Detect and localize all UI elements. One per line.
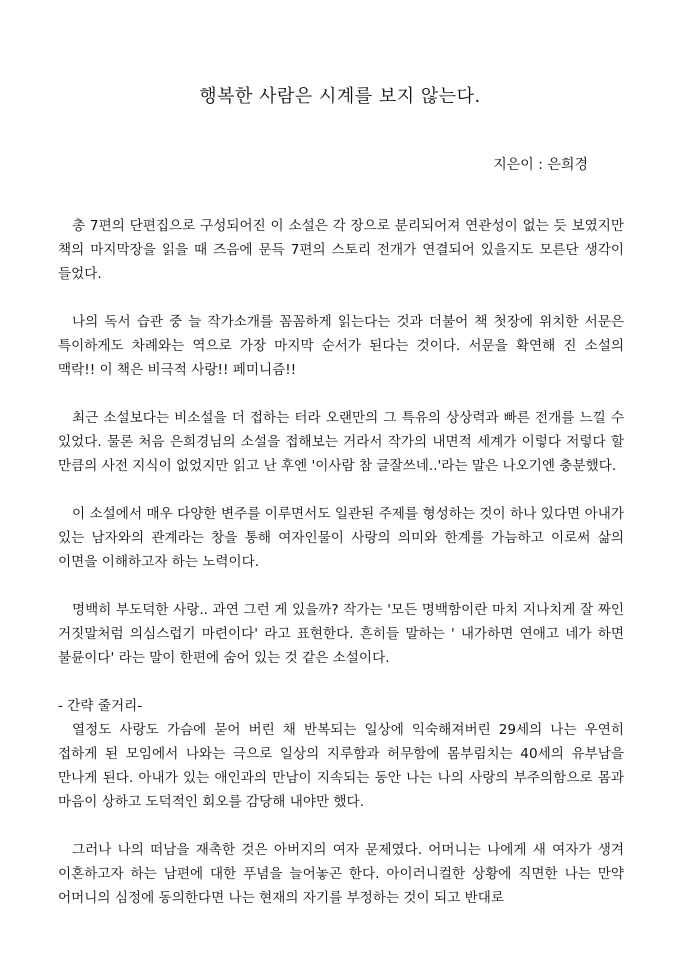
synopsis-heading: - 간략 줄거리- — [58, 698, 143, 714]
document-body — [58, 214, 624, 934]
paragraph: 최근 소설보다는 비소설을 더 접하는 터라 오랜만의 그 특유의 상상력과 빠른 전개를 느낄 수 있었다. 물론 처음 은희경님의 소설을 접해보는 거라서 작가의 내면적 세계가 이렇다 저렇다 할 만큼의 사전 지식이 없었지만 읽고 난 후엔 '이사람 참 글잘쓰네..'라는 말은 나오기엔 충분했다. — [58, 410, 624, 474]
paragraph: 이 소설에서 매우 다양한 변주를 이루면서도 일관된 주제를 형성하는 것이 하나 있다면 아내가 있는 남자와의 관계라는 창을 통해 여자인물이 사랑의 의미와 한계를 가늠하고 이로써 삶의 이면을 이해하고자 하는 노력이다. — [58, 506, 624, 570]
author-line: 지은이 : 은희경 — [493, 157, 588, 173]
synopsis-paragraph: 열정도 사랑도 가슴에 묻어 버린 채 반복되는 일상에 익숙해져버린 29세의 나는 우연히 접하게 된 모임에서 나와는 극으로 일상의 지루함과 허무함에 몸부림치는 40세의 유부남을 만나게 된다. 아내가 있는 애인과의 만남이 지속되는 동안 나는 나의 사랑의 부주의함으로 몸과 마음이 상하고 도덕적인 회오를 감당해 내야만 했다. — [58, 722, 624, 810]
paragraph: 나의 독서 습관 중 늘 작가소개를 꼼꼼하게 읽는다는 것과 더불어 책 첫장에 위치한 서문은 특이하게도 차례와는 역으로 가장 마지막 순서가 된다는 것이다. 서문을 확연해 진 소설의 맥락!! 이 책은 비극적 사랑!! 페미니즘!! — [58, 314, 624, 378]
page-title: 행복한 사람은 시계를 보지 않는다. — [199, 86, 481, 107]
paragraph: 명백히 부도덕한 사랑.. 과연 그런 게 있을까? 작가는 '모든 명백함이란 마치 지나치게 잘 짜인 거짓말처럼 의심스럽기 마련이다' 라고 표현한다. 흔히들 말하는 ' 내가하면 연애고 네가 하면 불륜이다' 라는 말이 한편에 숨어 있는 것 같은 소설이다. — [58, 602, 624, 666]
synopsis-paragraph: 그러나 나의 떠남을 재촉한 것은 아버지의 여자 문제였다. 어머니는 나에게 새 여자가 생겨 이혼하고자 하는 남편에 대한 푸념을 늘어놓곤 한다. 아이러니컬한 상황에 직면한 나는 만약 어머니의 심정에 동의한다면 나는 현재의 자기를 부정하는 것이 되고 반대로 — [58, 842, 624, 906]
paragraph: 총 7편의 단편집으로 구성되어진 이 소설은 각 장으로 분리되어져 연관성이 없는 듯 보였지만 책의 마지막장을 읽을 때 즈음에 문득 7편의 스토리 전개가 연결되어 있을지도 모른단 생각이 들었다. — [58, 218, 624, 282]
